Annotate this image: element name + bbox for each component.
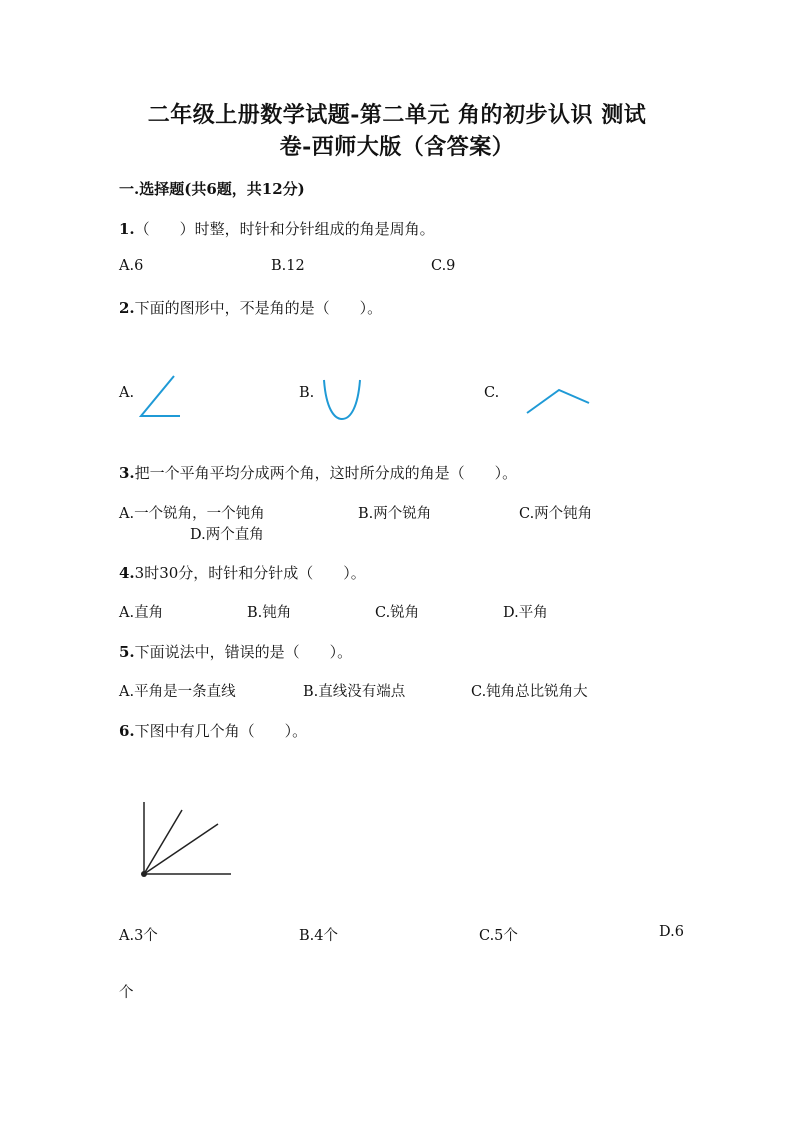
curve-figure-b xyxy=(322,378,364,422)
question-number: 4. xyxy=(119,564,135,582)
q4-option-d: D.平角 xyxy=(503,605,548,621)
q3-option-a: A.一个锐角，一个钝角 xyxy=(119,506,265,522)
q2-option-b: B. xyxy=(299,385,315,401)
question-1 xyxy=(119,218,435,239)
q2-option-a: A. xyxy=(119,385,135,401)
question-number: 1. xyxy=(119,220,135,238)
question-number: 3. xyxy=(119,464,135,482)
q4-option-b: B.钝角 xyxy=(247,605,292,621)
question-number: 5. xyxy=(119,643,135,661)
angle-figure-c xyxy=(525,386,591,416)
q2-option-c: C. xyxy=(484,385,500,401)
q4-option-a: A.直角 xyxy=(119,605,164,621)
question-2 xyxy=(119,297,382,318)
question-text: 把一个平角平均分成两个角，这时所分成的角是（ ）。 xyxy=(134,464,518,482)
q1-option-a: A.6 xyxy=(119,258,144,274)
angle-figure-a xyxy=(138,374,183,420)
question-5 xyxy=(119,641,352,662)
q3-option-c: C.两个钝角 xyxy=(519,506,593,522)
question-text: 下图中有几个角（ ）。 xyxy=(134,722,308,740)
question-4 xyxy=(119,562,366,583)
section-heading: 一.选择题(共6题，共12分) xyxy=(119,180,305,198)
q6-option-d: D.6 xyxy=(659,924,684,940)
rays-figure xyxy=(138,800,234,880)
q1-option-c: C.9 xyxy=(431,258,456,274)
q6-option-d-continued: 个 xyxy=(119,985,134,1001)
q4-option-c: C.锐角 xyxy=(375,605,420,621)
q3-option-b: B.两个锐角 xyxy=(358,506,432,522)
question-text: 下面说法中，错误的是（ ）。 xyxy=(134,643,353,661)
page-title-line1: 二年级上册数学试题-第二单元 角的初步认识 测试 xyxy=(147,102,647,128)
q6-option-c: C.5个 xyxy=(479,928,518,944)
question-text: （ ）时整，时针和分针组成的角是周角。 xyxy=(134,220,435,238)
question-number: 2. xyxy=(119,299,135,317)
q6-option-b: B.4个 xyxy=(299,928,338,944)
question-number: 6. xyxy=(119,722,135,740)
question-text: 3时30分，时针和分针成（ ）。 xyxy=(134,564,366,582)
q5-option-a: A.平角是一条直线 xyxy=(119,684,236,700)
question-text: 下面的图形中，不是角的是（ ）。 xyxy=(134,299,383,317)
question-3 xyxy=(119,462,517,483)
question-6 xyxy=(119,720,307,741)
q1-option-b: B.12 xyxy=(271,258,305,274)
q5-option-b: B.直线没有端点 xyxy=(303,684,406,700)
q3-option-d: D.两个直角 xyxy=(190,527,264,543)
q5-option-c: C.钝角总比锐角大 xyxy=(471,684,588,700)
q6-option-a: A.3个 xyxy=(119,928,158,944)
page-title-line2: 卷-西师大版（含答案） xyxy=(279,134,515,160)
